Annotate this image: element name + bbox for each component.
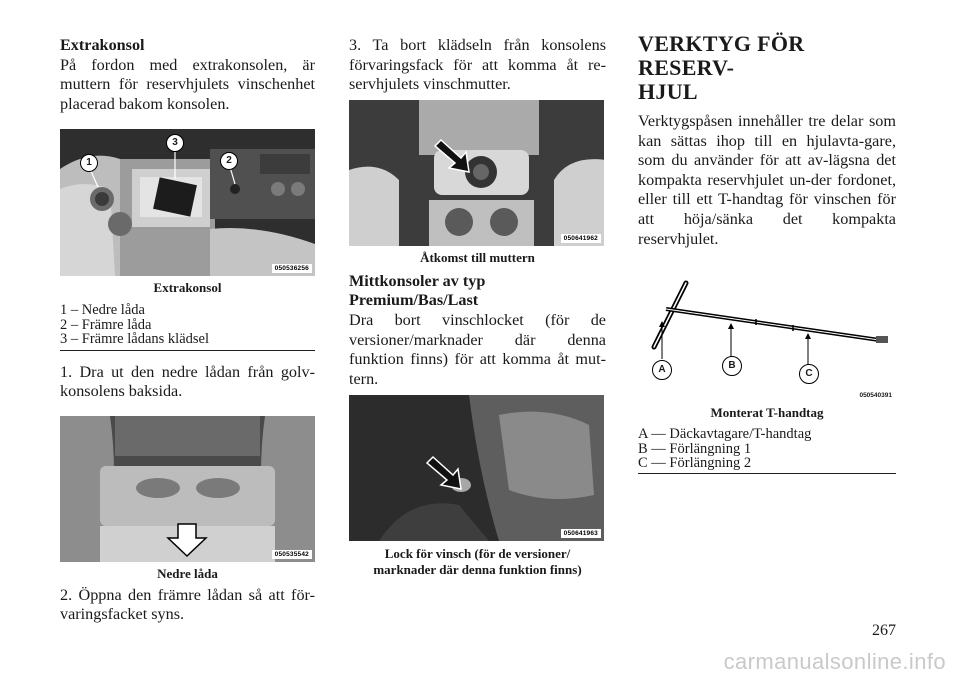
legend-item: 1 – Nedre låda xyxy=(60,302,145,319)
figure-caption: Extrakonsol xyxy=(153,280,222,296)
subheading-line2: Premium/Bas/Last xyxy=(349,291,479,310)
figure-nedre-lada xyxy=(60,416,315,562)
lock-vinsch-photo xyxy=(349,395,604,541)
figure-caption: Åtkomst till muttern xyxy=(420,249,535,265)
t-handtag-drawing xyxy=(638,273,896,401)
section-heading-verktyg xyxy=(638,32,896,104)
figure-caption-line2: marknader där denna funktion finns) xyxy=(373,562,582,578)
figure-code: 050540391 xyxy=(859,392,892,400)
step-1: 1. Dra ut den nedre lådan från golv-konsolens baksida. xyxy=(60,362,315,401)
legend-item: B — Förlängning 1 xyxy=(638,440,752,457)
figure-code: 050535542 xyxy=(272,550,312,559)
legend-item: 2 – Främre låda xyxy=(60,316,152,333)
section-heading-extrakonsol: Extrakonsol xyxy=(60,36,145,54)
figure-atkomst-muttern xyxy=(349,100,604,246)
figure-lock-vinsch xyxy=(349,395,604,541)
subheading-line1: Mittkonsoler av typ xyxy=(349,271,486,290)
column-middle xyxy=(349,36,606,578)
column-left xyxy=(60,36,315,625)
figure-t-handtag xyxy=(638,273,896,401)
figure-caption: Nedre låda xyxy=(157,565,218,581)
legend-item: C — Förlängning 2 xyxy=(638,454,752,471)
atkomst-muttern-photo xyxy=(349,100,604,246)
figure-legend xyxy=(638,427,896,474)
extrakonsol-photo xyxy=(60,129,315,276)
callout-a: A xyxy=(652,360,672,380)
callout-2: 2 xyxy=(220,152,238,170)
watermark: carmanualsonline.info xyxy=(723,649,946,674)
callout-1: 1 xyxy=(80,154,98,172)
page-number: 267 xyxy=(872,622,896,639)
figure-legend xyxy=(60,303,315,350)
step-3: 3. Ta bort klädseln från konsolens förvaringsfack för att komma åt re-servhjulets vinschmutter. xyxy=(349,36,606,94)
figure-extrakonsol xyxy=(60,129,315,276)
column-right xyxy=(638,31,896,474)
mittkonsol-paragraph: Dra bort vinschlocket (för de versioner/marknader där denna funktion finns) för att komma åt mut-tern. xyxy=(349,310,606,388)
figure-code: 050641963 xyxy=(561,529,601,538)
legend-divider xyxy=(638,473,896,474)
figure-code: 050641962 xyxy=(561,234,601,243)
legend-item: A — Däckavtagare/T-handtag xyxy=(638,426,812,443)
figure-caption-line1: Lock för vinsch (för de versioner/ xyxy=(384,546,571,562)
figure-code: 050536256 xyxy=(272,264,312,273)
legend-divider xyxy=(60,350,315,351)
step-2: 2. Öppna den främre lådan så att för-varingsfacket syns. xyxy=(60,585,315,624)
heading-line1: VERKTYG FÖR RESERV- xyxy=(638,31,805,80)
callout-3: 3 xyxy=(166,134,184,152)
callout-c: C xyxy=(799,364,819,384)
callout-b: B xyxy=(722,356,742,376)
intro-paragraph: På fordon med extrakonsolen, är muttern för reservhjulets vinschenhet placerad bakom konsolen. xyxy=(60,55,315,113)
heading-line2: HJUL xyxy=(638,79,698,104)
verktyg-paragraph: Verktygspåsen innehåller tre delar som kan sättas ihop till en hjulavta-gare, som du använder för att av-lägsna det kompakta reservhjulet un-der fordonet, eller till ett T-handtag för vinschen för att höja/sänka det kompakta reservhjulet. xyxy=(638,112,896,248)
figure-caption: Monterat T-handtag xyxy=(710,405,824,421)
legend-item: 3 – Främre lådans klädsel xyxy=(60,331,209,348)
nedre-lada-photo xyxy=(60,416,315,562)
